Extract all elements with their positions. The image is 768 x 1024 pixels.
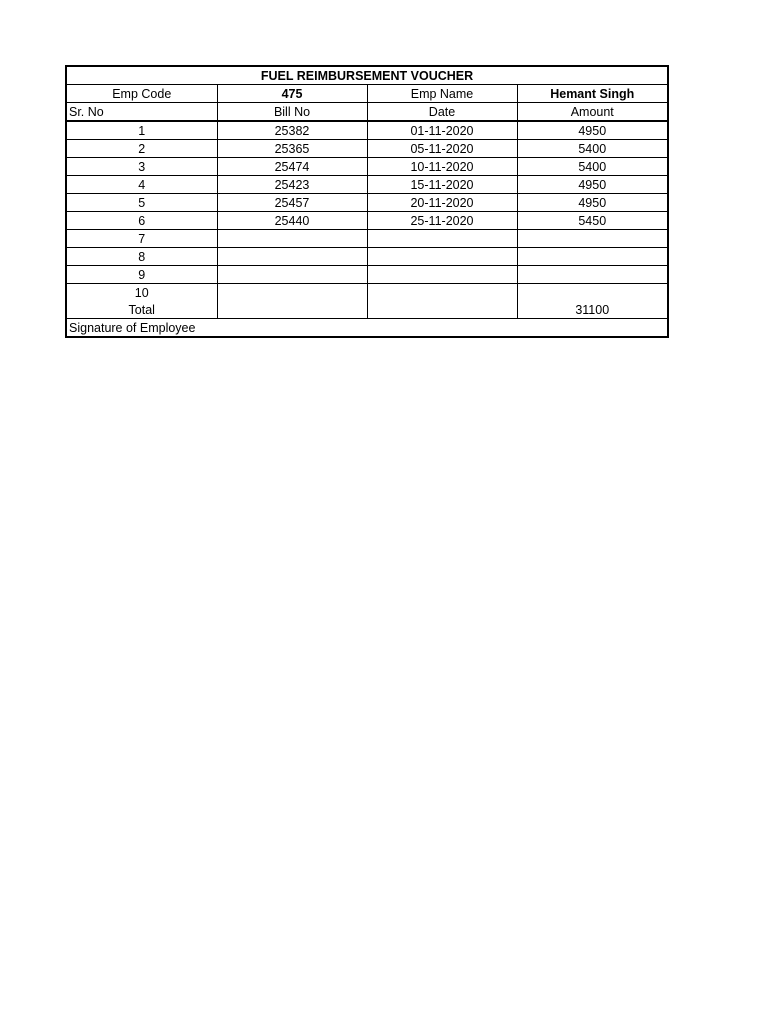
header-sr-no: Sr. No <box>67 103 217 122</box>
row-amount: 5450 <box>517 212 667 230</box>
row-date: 10-11-2020 <box>367 158 517 176</box>
voucher-title: FUEL REIMBURSEMENT VOUCHER <box>67 67 667 85</box>
employee-info-row <box>67 85 667 103</box>
row-bill-no <box>217 266 367 284</box>
total-empty-cell <box>367 301 517 319</box>
row-bill-no <box>217 248 367 266</box>
row-amount: 4950 <box>517 194 667 212</box>
table-row <box>67 121 667 140</box>
header-date: Date <box>367 103 517 122</box>
table-row <box>67 266 667 284</box>
emp-code-label: Emp Code <box>67 85 217 103</box>
row-date <box>367 266 517 284</box>
total-label: Total <box>67 301 217 319</box>
row-sr-no: 9 <box>67 266 217 284</box>
title-row <box>67 67 667 85</box>
voucher-table <box>67 67 667 336</box>
row-amount: 5400 <box>517 140 667 158</box>
table-row <box>67 158 667 176</box>
row-bill-no: 25474 <box>217 158 367 176</box>
row-amount <box>517 284 667 302</box>
fuel-reimbursement-voucher <box>65 65 669 338</box>
row-bill-no <box>217 230 367 248</box>
table-row <box>67 248 667 266</box>
row-date: 15-11-2020 <box>367 176 517 194</box>
table-row <box>67 140 667 158</box>
total-value: 31100 <box>517 301 667 319</box>
header-bill-no: Bill No <box>217 103 367 122</box>
bill-rows <box>67 121 667 301</box>
row-amount: 4950 <box>517 176 667 194</box>
row-amount <box>517 248 667 266</box>
row-bill-no: 25365 <box>217 140 367 158</box>
table-row <box>67 212 667 230</box>
emp-code-value: 475 <box>217 85 367 103</box>
row-date <box>367 284 517 302</box>
row-bill-no: 25382 <box>217 121 367 140</box>
table-row <box>67 194 667 212</box>
row-sr-no: 6 <box>67 212 217 230</box>
row-bill-no: 25423 <box>217 176 367 194</box>
table-row <box>67 284 667 302</box>
row-amount: 5400 <box>517 158 667 176</box>
total-row <box>67 301 667 319</box>
header-amount: Amount <box>517 103 667 122</box>
total-empty-cell <box>217 301 367 319</box>
row-sr-no: 4 <box>67 176 217 194</box>
row-sr-no: 8 <box>67 248 217 266</box>
row-date <box>367 230 517 248</box>
row-bill-no <box>217 284 367 302</box>
table-row <box>67 230 667 248</box>
signature-label: Signature of Employee <box>67 319 667 337</box>
row-sr-no: 5 <box>67 194 217 212</box>
row-bill-no: 25457 <box>217 194 367 212</box>
column-header-row <box>67 103 667 122</box>
row-sr-no: 2 <box>67 140 217 158</box>
row-date: 25-11-2020 <box>367 212 517 230</box>
row-date: 05-11-2020 <box>367 140 517 158</box>
row-bill-no: 25440 <box>217 212 367 230</box>
emp-name-label: Emp Name <box>367 85 517 103</box>
row-date: 01-11-2020 <box>367 121 517 140</box>
row-sr-no: 10 <box>67 284 217 302</box>
row-sr-no: 1 <box>67 121 217 140</box>
signature-row <box>67 319 667 337</box>
row-sr-no: 7 <box>67 230 217 248</box>
emp-name-value: Hemant Singh <box>517 85 667 103</box>
row-amount <box>517 230 667 248</box>
row-date: 20-11-2020 <box>367 194 517 212</box>
row-amount: 4950 <box>517 121 667 140</box>
row-date <box>367 248 517 266</box>
row-sr-no: 3 <box>67 158 217 176</box>
table-row <box>67 176 667 194</box>
row-amount <box>517 266 667 284</box>
